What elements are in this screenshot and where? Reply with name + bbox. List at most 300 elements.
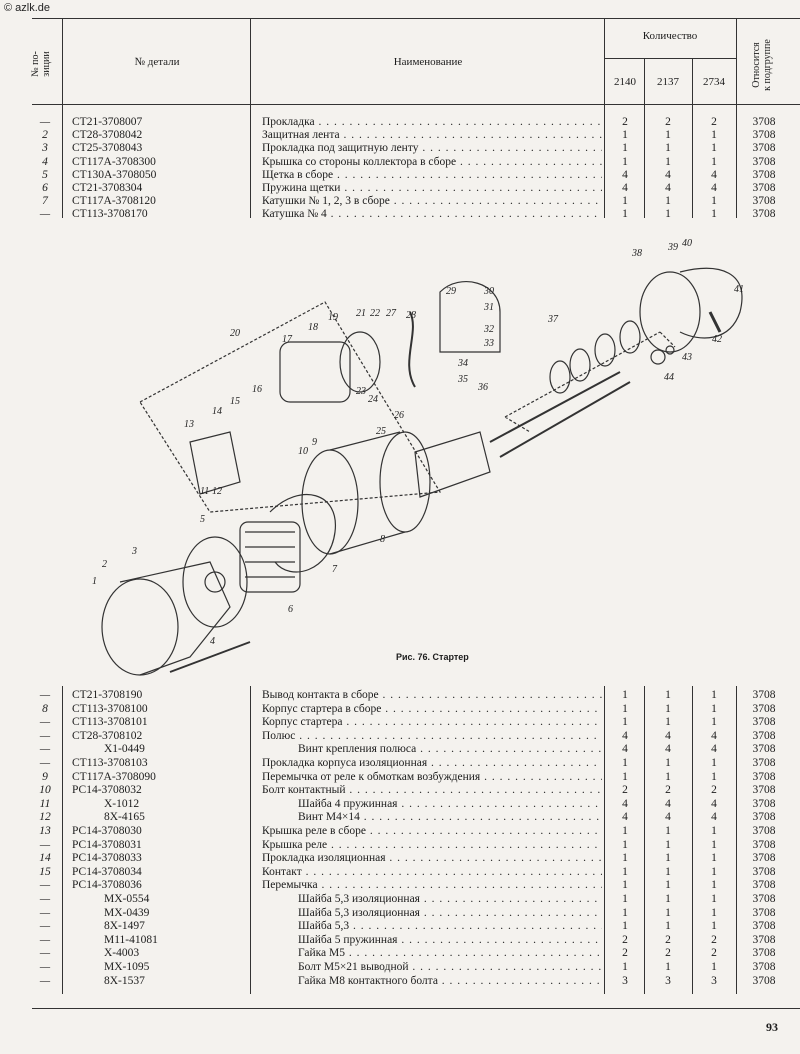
row-name: Гайка М8 контактного болта . . . — [298, 975, 602, 988]
row-qty-2137: 1 — [665, 716, 671, 729]
row-qty-2137: 2 — [665, 947, 671, 960]
row-qty-2140: 1 — [622, 142, 628, 155]
row-name: Болт М5×21 выводной . . . — [298, 961, 602, 974]
label-8: 8 — [380, 534, 385, 545]
row-qty-2137: 4 — [665, 811, 671, 824]
row-part-number: 8Х-4165 — [104, 811, 145, 824]
row-group: 3708 — [752, 933, 776, 946]
row-part-number: СТ21-3708007 — [72, 116, 143, 128]
row-position: — — [39, 974, 51, 987]
row-group: 3708 — [752, 716, 776, 729]
row-part-number: 8Х-1537 — [104, 974, 145, 987]
row-qty-2137: 2 — [665, 933, 671, 946]
label-25: 25 — [376, 426, 386, 437]
row-qty-2734: 1 — [711, 757, 717, 769]
table-row — [0, 839, 800, 852]
label-1: 1 — [92, 576, 97, 587]
header-top-rule — [32, 18, 800, 19]
row-qty-2734: 1 — [711, 689, 717, 701]
row-qty-2734: 1 — [711, 865, 717, 878]
header-model-2734: 2734 — [703, 76, 725, 88]
starter-exploded-diagram — [60, 232, 800, 680]
footer-rule — [32, 1008, 800, 1009]
table-row — [0, 893, 800, 906]
header-part-no: № детали — [134, 56, 180, 68]
row-qty-2140: 4 — [622, 168, 628, 181]
row-group: 3708 — [752, 947, 776, 960]
row-group: 3708 — [752, 784, 776, 797]
row-qty-2137: 2 — [665, 784, 671, 797]
relay-body — [280, 342, 350, 402]
row-part-number: СТ117А-3708300 — [72, 155, 156, 168]
row-group: 3708 — [752, 702, 776, 715]
row-qty-2140: 2 — [622, 116, 628, 128]
row-part-number: СТ113-3708101 — [72, 716, 148, 729]
row-group: 3708 — [752, 208, 776, 221]
watermark: © azlk.de — [4, 2, 51, 14]
row-qty-2734: 2 — [711, 116, 717, 128]
row-position: — — [39, 893, 51, 905]
row-group: 3708 — [752, 974, 776, 987]
row-qty-2137: 1 — [665, 961, 671, 973]
row-name: Крышка реле в сборе . . . — [262, 825, 602, 838]
row-qty-2137: 2 — [665, 116, 671, 128]
row-qty-2140: 1 — [622, 757, 628, 769]
front-ring — [102, 579, 178, 675]
row-group: 3708 — [752, 770, 776, 783]
label-40: 40 — [682, 238, 692, 249]
row-qty-2137: 1 — [665, 906, 671, 919]
figure-caption: Рис. 76. Стартер — [396, 652, 469, 662]
row-group: 3708 — [752, 689, 776, 701]
table-row — [0, 743, 800, 756]
header-name: Наименование — [393, 56, 463, 68]
row-group: 3708 — [752, 129, 776, 142]
row-group: 3708 — [752, 743, 776, 756]
label-31: 31 — [484, 302, 494, 313]
row-name: Прокладка изоляционная . . . — [262, 852, 602, 865]
row-group: 3708 — [752, 906, 776, 919]
row-position: — — [39, 906, 51, 919]
table-row — [0, 116, 800, 129]
row-qty-2140: 1 — [622, 129, 628, 142]
label-19: 19 — [328, 312, 338, 323]
label-5: 5 — [200, 514, 205, 525]
label-3: 3 — [132, 546, 137, 557]
row-position: — — [39, 947, 51, 960]
row-part-number: М11-41081 — [104, 933, 158, 946]
label-30: 30 — [484, 286, 494, 297]
label-7: 7 — [332, 564, 337, 575]
row-qty-2140: 1 — [622, 825, 628, 837]
row-qty-2734: 1 — [711, 142, 717, 155]
label-17: 17 — [282, 334, 292, 345]
row-qty-2734: 2 — [711, 784, 717, 797]
table-row — [0, 156, 800, 169]
table-row — [0, 784, 800, 797]
label-13: 13 — [184, 419, 194, 430]
row-group: 3708 — [752, 757, 776, 769]
row-part-number: СТ28-3708102 — [72, 729, 143, 742]
header-model-2137: 2137 — [657, 76, 679, 88]
row-name: Болт контактный . . . — [262, 784, 602, 797]
row-group: 3708 — [752, 865, 776, 878]
row-group: 3708 — [752, 116, 776, 128]
row-group: 3708 — [752, 729, 776, 742]
row-qty-2140: 1 — [622, 195, 628, 208]
row-group: 3708 — [752, 811, 776, 824]
table-row — [0, 771, 800, 784]
row-qty-2734: 1 — [711, 129, 717, 142]
page-number: 93 — [766, 1020, 778, 1034]
table-row — [0, 129, 800, 142]
row-qty-2137: 1 — [665, 195, 671, 208]
row-part-number: МХ-1095 — [104, 961, 150, 973]
row-part-number: Х-4003 — [104, 947, 140, 960]
table-row — [0, 169, 800, 182]
row-part-number: РС14-3708030 — [72, 825, 142, 837]
table-row — [0, 975, 800, 988]
row-name: Перемычка . . . — [262, 879, 602, 892]
row-position: 13 — [39, 825, 51, 837]
row-group: 3708 — [752, 838, 776, 851]
row-group: 3708 — [752, 155, 776, 168]
row-qty-2140: 4 — [622, 811, 628, 824]
row-part-number: СТ21-3708304 — [72, 182, 143, 194]
row-qty-2734: 4 — [711, 797, 717, 810]
row-qty-2734: 1 — [711, 195, 717, 208]
row-qty-2137: 1 — [665, 142, 671, 155]
label-11: 11 — [200, 486, 210, 497]
row-qty-2734: 1 — [711, 879, 717, 892]
row-qty-2734: 1 — [711, 920, 717, 933]
row-group: 3708 — [752, 797, 776, 810]
label-6: 6 — [288, 604, 293, 615]
label-15: 15 — [230, 396, 240, 407]
label-21: 21 — [356, 308, 366, 319]
row-name: Шайба 5,3 изоляционная . . . — [298, 907, 602, 920]
row-qty-2137: 1 — [665, 852, 671, 865]
row-qty-2734: 4 — [711, 811, 717, 824]
row-position: — — [39, 879, 51, 892]
row-name: Прокладка под защитную ленту . . . — [262, 142, 602, 155]
row-group: 3708 — [752, 961, 776, 973]
row-qty-2734: 2 — [711, 933, 717, 946]
row-qty-2137: 1 — [665, 879, 671, 892]
label-4: 4 — [210, 636, 215, 647]
label-20: 20 — [230, 328, 240, 339]
row-position: 3 — [42, 142, 48, 155]
label-35: 35 — [458, 374, 468, 385]
row-name: Защитная лента . . . — [262, 129, 602, 142]
label-39: 39 — [668, 242, 678, 253]
row-name: Катушки № 1, 2, 3 в сборе . . . — [262, 195, 602, 208]
header-qty: Количество — [642, 30, 698, 42]
row-position: — — [39, 729, 51, 742]
row-qty-2734: 1 — [711, 208, 717, 221]
row-qty-2137: 1 — [665, 702, 671, 715]
label-10: 10 — [298, 446, 308, 457]
label-41: 41 — [734, 284, 744, 295]
row-qty-2140: 1 — [622, 208, 628, 221]
relay-cover — [190, 432, 240, 494]
row-qty-2734: 4 — [711, 182, 717, 194]
row-position: — — [39, 757, 51, 769]
row-qty-2137: 4 — [665, 797, 671, 810]
table-row — [0, 182, 800, 195]
row-part-number: СТ113-3708100 — [72, 702, 148, 715]
row-position: — — [39, 689, 51, 701]
row-name: Вывод контакта в сборе . . . — [262, 689, 602, 702]
row-qty-2734: 4 — [711, 729, 717, 742]
row-qty-2137: 1 — [665, 838, 671, 851]
row-name: Винт крепления полюса . . . — [298, 743, 602, 756]
label-29: 29 — [446, 286, 456, 297]
label-14: 14 — [212, 406, 222, 417]
header-group: Относится к подгруппе — [751, 39, 773, 91]
row-qty-2140: 1 — [622, 852, 628, 865]
row-qty-2734: 1 — [711, 893, 717, 905]
row-qty-2140: 1 — [622, 838, 628, 851]
row-qty-2137: 1 — [665, 129, 671, 142]
row-qty-2140: 4 — [622, 182, 628, 194]
table-row — [0, 934, 800, 947]
row-qty-2734: 1 — [711, 825, 717, 837]
row-position: — — [39, 961, 51, 973]
row-qty-2734: 4 — [711, 168, 717, 181]
row-group: 3708 — [752, 920, 776, 933]
row-position: — — [39, 208, 51, 221]
row-qty-2140: 4 — [622, 743, 628, 756]
row-part-number: РС14-3708034 — [72, 865, 142, 878]
row-group: 3708 — [752, 195, 776, 208]
label-38: 38 — [632, 248, 642, 259]
row-qty-2734: 1 — [711, 770, 717, 783]
row-part-number: СТ28-3708042 — [72, 129, 143, 142]
row-part-number: МХ-0554 — [104, 893, 150, 905]
row-part-number: СТ117А-3708090 — [72, 770, 156, 783]
lever — [409, 312, 415, 387]
row-name: Винт М4×14 . . . — [298, 811, 602, 824]
row-group: 3708 — [752, 893, 776, 905]
row-qty-2734: 1 — [711, 852, 717, 865]
table-row — [0, 208, 800, 221]
table-row — [0, 195, 800, 208]
label-22: 22 — [370, 308, 380, 319]
row-position: 9 — [42, 770, 48, 783]
table-row — [0, 798, 800, 811]
row-qty-2734: 1 — [711, 906, 717, 919]
row-part-number: Х-1012 — [104, 797, 140, 810]
row-qty-2137: 1 — [665, 893, 671, 905]
label-9: 9 — [312, 437, 317, 448]
row-qty-2140: 2 — [622, 784, 628, 797]
row-qty-2137: 1 — [665, 208, 671, 221]
row-qty-2140: 1 — [622, 865, 628, 878]
row-qty-2140: 1 — [622, 879, 628, 892]
row-qty-2137: 4 — [665, 168, 671, 181]
label-16: 16 — [252, 384, 262, 395]
row-qty-2137: 1 — [665, 155, 671, 168]
row-qty-2140: 4 — [622, 729, 628, 742]
label-32: 32 — [484, 324, 494, 335]
row-name: Шайба 5,3 изоляционная . . . — [298, 893, 602, 906]
row-name: Корпус стартера в сборе . . . — [262, 703, 602, 716]
row-qty-2137: 4 — [665, 729, 671, 742]
row-name: Катушка № 4 . . . — [262, 208, 602, 221]
label-24: 24 — [368, 394, 378, 405]
field-coils — [270, 495, 335, 572]
row-qty-2140: 1 — [622, 893, 628, 905]
row-position: — — [39, 743, 51, 756]
row-position: 2 — [42, 129, 48, 142]
row-position: 12 — [39, 811, 51, 824]
label-27: 27 — [386, 308, 396, 319]
row-name: Шайба 4 пружинная . . . — [298, 798, 602, 811]
row-name: Шайба 5 пружинная . . . — [298, 934, 602, 947]
row-qty-2137: 1 — [665, 757, 671, 769]
row-qty-2140: 1 — [622, 702, 628, 715]
row-position: 4 — [42, 155, 48, 168]
row-qty-2137: 4 — [665, 743, 671, 756]
row-qty-2734: 3 — [711, 974, 717, 987]
row-part-number: РС14-3708033 — [72, 852, 142, 865]
row-qty-2140: 4 — [622, 797, 628, 810]
row-qty-2140: 1 — [622, 920, 628, 933]
table-row — [0, 947, 800, 960]
row-qty-2734: 1 — [711, 155, 717, 168]
row-qty-2734: 2 — [711, 947, 717, 960]
table-row — [0, 852, 800, 865]
row-name: Крышка реле . . . — [262, 839, 602, 852]
row-part-number: СТ25-3708043 — [72, 142, 143, 155]
table-row — [0, 730, 800, 743]
label-43: 43 — [682, 352, 692, 363]
row-qty-2140: 1 — [622, 770, 628, 783]
row-position: 8 — [42, 702, 48, 715]
row-part-number: Х1-0449 — [104, 743, 145, 756]
row-qty-2137: 1 — [665, 865, 671, 878]
row-qty-2137: 3 — [665, 974, 671, 987]
qty-divider — [604, 58, 736, 59]
label-34: 34 — [458, 358, 468, 369]
row-qty-2137: 1 — [665, 689, 671, 701]
row-part-number: СТ21-3708190 — [72, 689, 143, 701]
row-qty-2137: 1 — [665, 920, 671, 933]
row-name: Полюс . . . — [262, 730, 602, 743]
row-name: Шайба 5,3 . . . — [298, 920, 602, 933]
table-row — [0, 961, 800, 974]
row-position: 7 — [42, 195, 48, 208]
row-qty-2140: 3 — [622, 974, 628, 987]
row-qty-2137: 1 — [665, 825, 671, 837]
row-qty-2140: 1 — [622, 689, 628, 701]
row-position: — — [39, 116, 51, 128]
row-position: 15 — [39, 865, 51, 878]
row-group: 3708 — [752, 168, 776, 181]
row-part-number: СТ113-3708170 — [72, 208, 148, 221]
row-qty-2140: 1 — [622, 155, 628, 168]
row-position: 11 — [39, 797, 51, 810]
row-qty-2734: 1 — [711, 961, 717, 973]
label-36: 36 — [478, 382, 488, 393]
row-name: Щетка в сборе . . . — [262, 169, 602, 182]
row-position: — — [39, 838, 51, 851]
row-part-number: СТ130А-3708050 — [72, 168, 157, 181]
row-group: 3708 — [752, 182, 776, 194]
row-qty-2140: 1 — [622, 906, 628, 919]
table-row — [0, 879, 800, 892]
row-part-number: 8Х-1497 — [104, 920, 145, 933]
row-position: — — [39, 933, 51, 946]
table-row — [0, 757, 800, 770]
row-part-number: МХ-0439 — [104, 906, 150, 919]
row-position: 10 — [39, 784, 51, 797]
row-name: Перемычка от реле к обмоткам возбуждения . . . — [262, 771, 602, 784]
row-position: — — [39, 920, 51, 933]
row-position: 14 — [39, 852, 51, 865]
label-42: 42 — [712, 334, 722, 345]
row-qty-2137: 4 — [665, 182, 671, 194]
row-qty-2734: 1 — [711, 716, 717, 729]
label-2: 2 — [102, 559, 107, 570]
row-group: 3708 — [752, 879, 776, 892]
header-bottom-rule — [32, 104, 800, 105]
row-part-number: РС14-3708036 — [72, 879, 142, 892]
label-18: 18 — [308, 322, 318, 333]
table-row — [0, 811, 800, 824]
label-28: 28 — [406, 310, 416, 321]
row-name: Гайка М5 . . . — [298, 947, 602, 960]
row-qty-2140: 2 — [622, 933, 628, 946]
row-part-number: СТ117А-3708120 — [72, 195, 156, 208]
label-44: 44 — [664, 372, 674, 383]
row-qty-2140: 2 — [622, 947, 628, 960]
label-33: 33 — [484, 338, 494, 349]
row-group: 3708 — [752, 142, 776, 155]
row-position: 5 — [42, 168, 48, 181]
table-row — [0, 866, 800, 879]
row-part-number: РС14-3708031 — [72, 838, 142, 851]
row-part-number: РС14-3708032 — [72, 784, 142, 797]
row-name: Контакт . . . — [262, 866, 602, 879]
armature — [415, 432, 490, 497]
table-row — [0, 142, 800, 155]
row-qty-2734: 1 — [711, 838, 717, 851]
label-37: 37 — [548, 314, 558, 325]
row-position: 6 — [42, 182, 48, 194]
table-row — [0, 703, 800, 716]
row-name: Пружина щетки . . . — [262, 182, 602, 195]
drive-end-cover — [640, 272, 700, 352]
row-group: 3708 — [752, 852, 776, 865]
row-qty-2734: 4 — [711, 743, 717, 756]
row-qty-2734: 1 — [711, 702, 717, 715]
table-row — [0, 825, 800, 838]
label-23: 23 — [356, 386, 366, 397]
table-row — [0, 907, 800, 920]
table-row — [0, 716, 800, 729]
header-model-2140: 2140 — [614, 76, 636, 88]
row-name: Прокладка корпуса изоляционная . . . — [262, 757, 602, 770]
row-name: Корпус стартера . . . — [262, 716, 602, 729]
row-position: — — [39, 716, 51, 729]
row-group: 3708 — [752, 825, 776, 837]
table-row — [0, 920, 800, 933]
row-qty-2140: 1 — [622, 961, 628, 973]
row-name: Крышка со стороны коллектора в сборе . . . — [262, 156, 602, 169]
table-row — [0, 689, 800, 702]
